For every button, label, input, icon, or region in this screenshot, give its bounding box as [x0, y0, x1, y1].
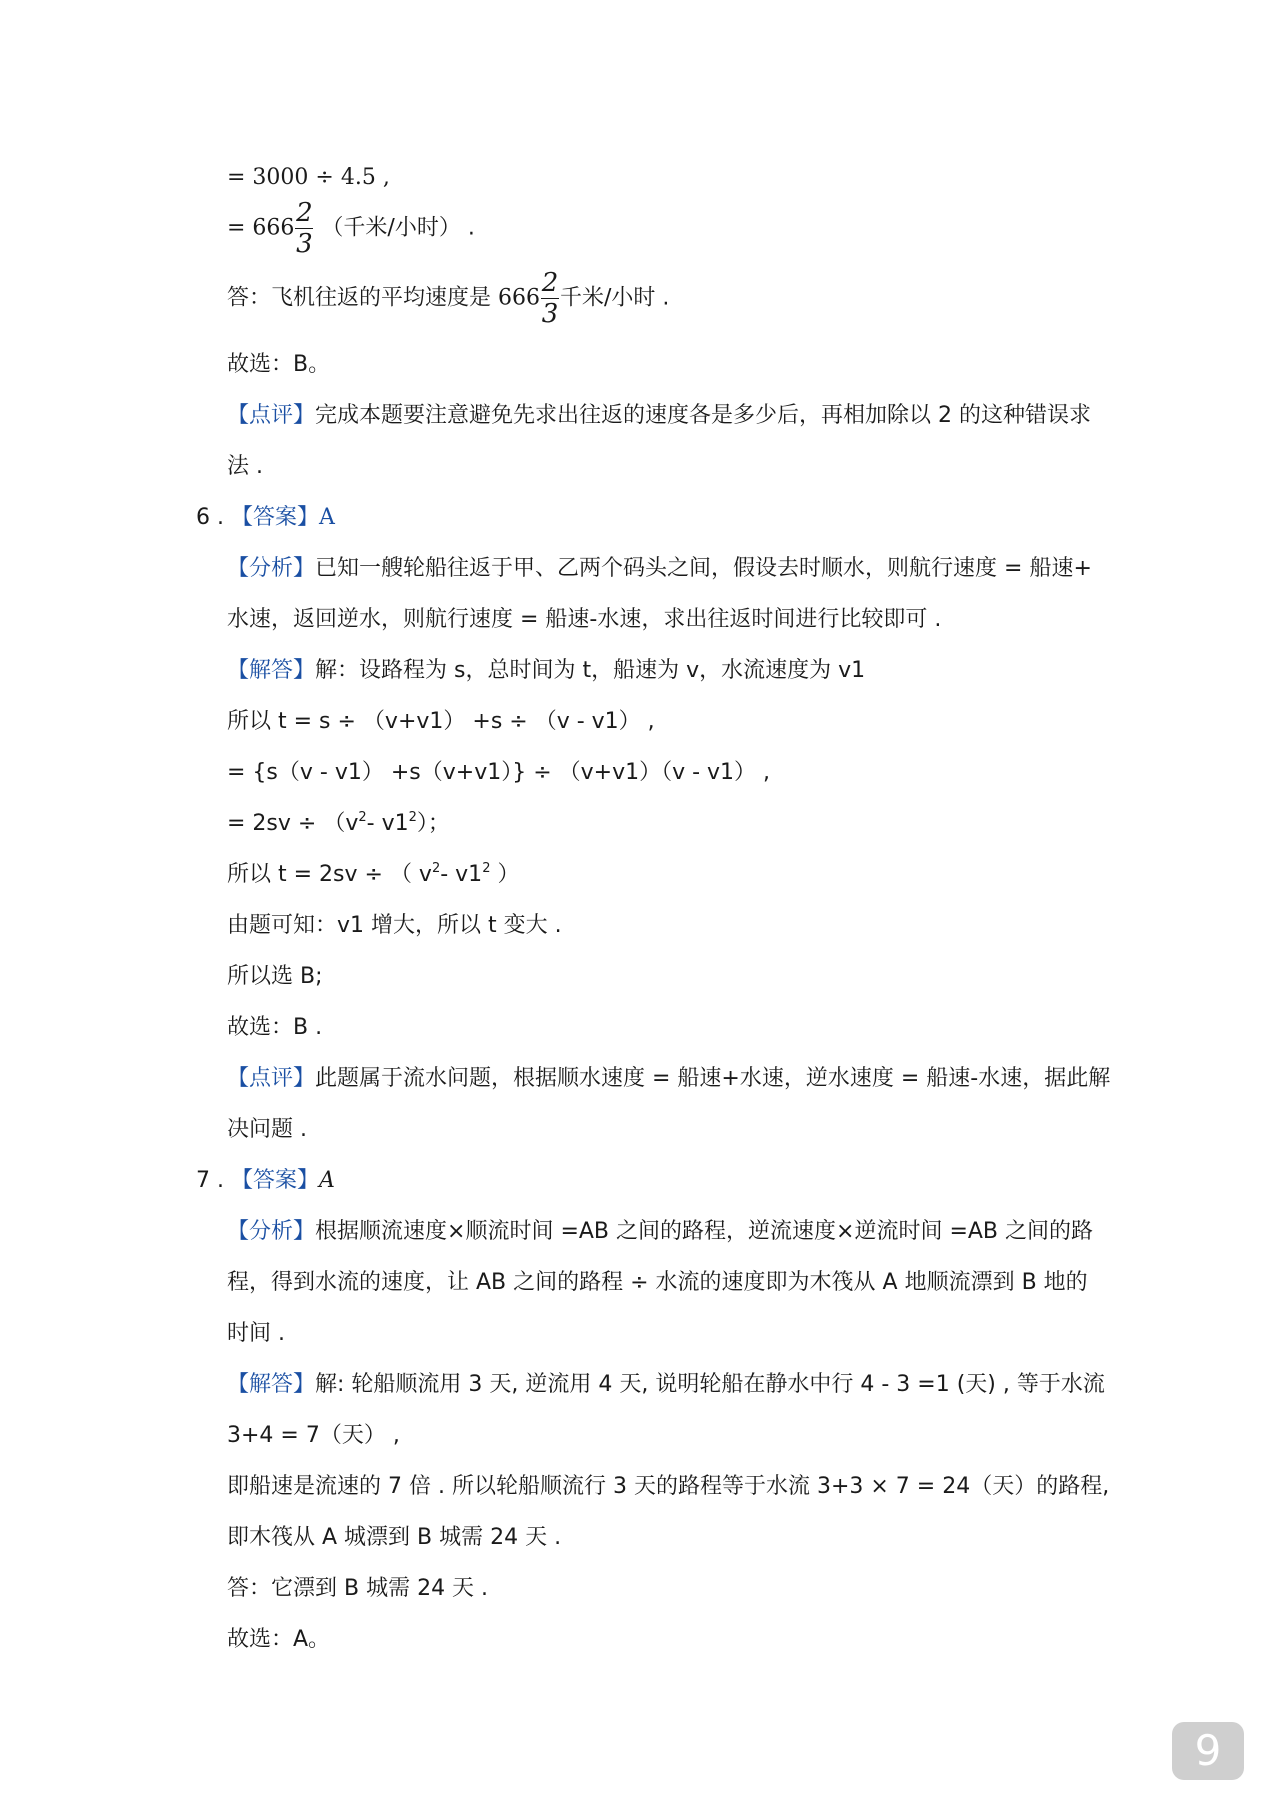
solution-q6-line-4: = $2sv \div (v^2-$ $v1^2$）； — [227, 810, 450, 836]
solution-q7-line-4: 即木筏从 A 城漂到 B 城需 24 天 . — [227, 1525, 562, 1550]
analysis-q7-line-2: 程，得到水流的速度，让 AB 之间的路程 ÷ 水流的速度即为木筏从 A 地顺流漂到 B 地的 — [227, 1270, 1088, 1295]
comment-q5-cont: 法 . — [227, 454, 263, 479]
calc-line-2-unit: （千米/小时） . — [321, 215, 475, 241]
calc-line-2-value: = 666 — [227, 215, 295, 241]
solution-q6-line-2: 所以 t = s ÷ （v+v1） +s ÷ （v - v1） , — [227, 709, 655, 734]
analysis-q6-cont: 水速，返回逆水，则航行速度 = 船速-水速，求出往返时间进行比较即可 . — [227, 607, 942, 632]
solution-q7-line-2: 3+4 = 7（天） , — [227, 1423, 400, 1448]
comment-q6: 【点评】此题属于流水问题，根据顺水速度 = 船速+水速，逆水速度 = 船速-水速，据此解 — [227, 1066, 1111, 1091]
analysis-q7-line-3: 时间 . — [227, 1321, 285, 1346]
page-number-badge: 9 — [1172, 1722, 1244, 1780]
calc-line-2 — [227, 198, 475, 259]
fraction-two-thirds: $\frac{2}{3}$ — [296, 198, 313, 259]
question-7-answer: 7 . 【答案】A — [196, 1168, 335, 1193]
comment-q5: 【点评】完成本题要注意避免先求出往返的速度各是多少后，再相加除以 2 的这种错误求 — [227, 403, 1092, 428]
fraction-two-thirds-answer: $\frac{2}{3}$ — [541, 268, 559, 329]
choice-line-q6: 故选：B . — [227, 1015, 323, 1040]
solution-q6: 【解答】解：设路程为 s，总时间为 t，船速为 v，水流速度为 v1 — [227, 658, 866, 683]
choice-line-q5: 故选：B。 — [227, 352, 331, 377]
analysis-q7: 【分析】根据顺流速度×顺流时间 =AB 之间的路程，逆流速度×逆流时间 =AB 之间的路 — [227, 1219, 1094, 1244]
choice-line-q7: 故选：A。 — [227, 1627, 331, 1652]
comment-tag: 【点评】 — [227, 403, 316, 428]
answer-line: 答：飞机往返的平均速度是 666 $\frac{2}{3}$ 千米/小时 . — [227, 268, 670, 329]
comment-q6-cont: 决问题 . — [227, 1117, 307, 1142]
solution-q7-line-3: 即船速是流速的 7 倍 . 所以轮船顺流行 3 天的路程等于水流 3+3 × 7 = 24（天）的路程, — [227, 1474, 1110, 1499]
calc-line-1: = 3000 ÷ 4.5 , — [227, 165, 390, 190]
question-6-answer: 6 . 【答案】A — [196, 505, 335, 530]
solution-q6-line-5: 所以 t = 2sv ÷ （ $v^2-$ $v1^2$ ） — [227, 861, 520, 887]
solution-q6-line-7: 所以选 B; — [227, 964, 323, 989]
solution-q7-line-5: 答：它漂到 B 城需 24 天 . — [227, 1576, 489, 1601]
solution-q6-line-3: = {s（v - v1） +s（v+v1）} ÷ （v+v1）（v - v1） , — [227, 760, 771, 785]
analysis-q6: 【分析】已知一艘轮船往返于甲、乙两个码头之间，假设去时顺水，则航行速度 = 船速+ — [227, 556, 1092, 581]
solution-q6-line-6: 由题可知：v1 增大，所以 t 变大 . — [227, 913, 562, 938]
solution-q7: 【解答】解: 轮船顺流用 3 天, 逆流用 4 天, 说明轮船在静水中行 4 - 3 =1 (天) , 等于水流 — [227, 1372, 1105, 1397]
